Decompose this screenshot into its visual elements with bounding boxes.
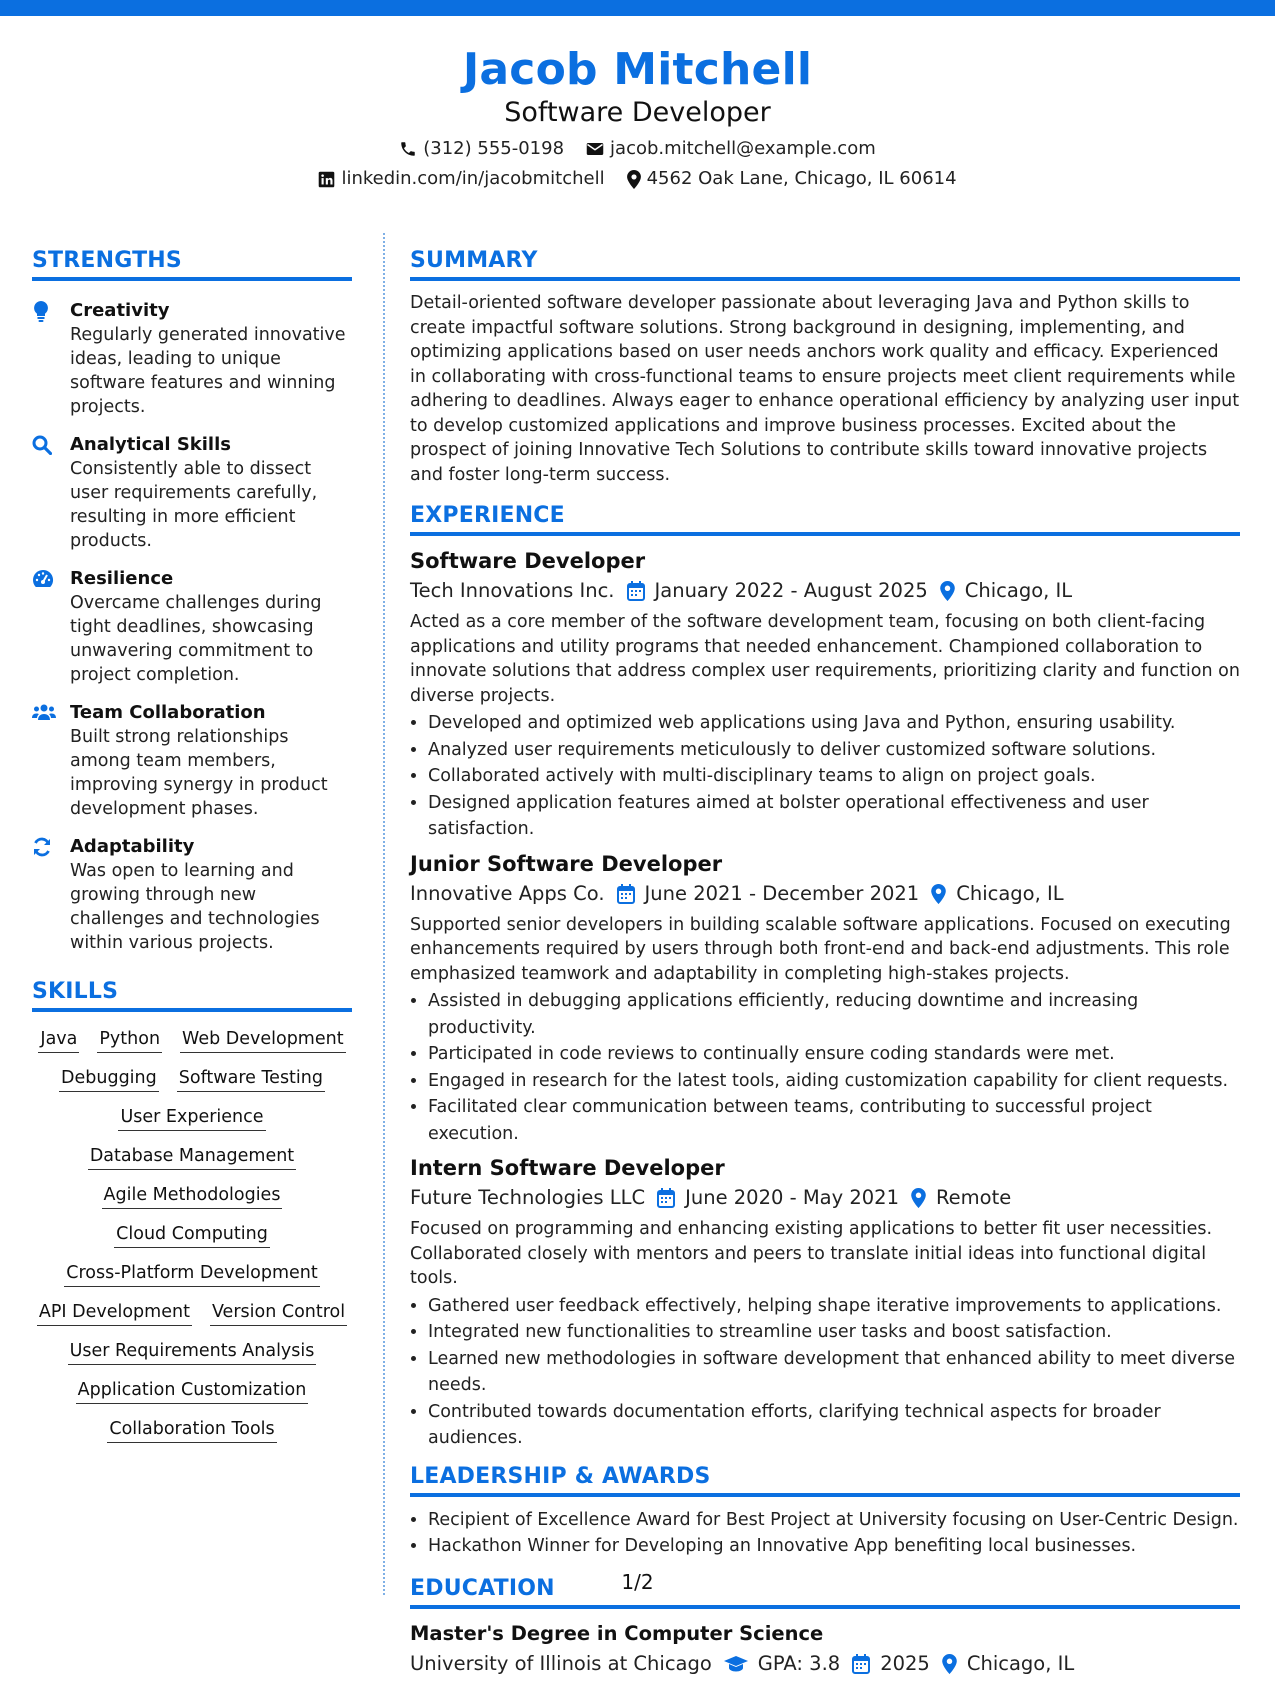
strengths-heading: STRENGTHS — [32, 248, 352, 281]
skill-row — [32, 1143, 352, 1170]
strength-title: Adaptability — [70, 836, 195, 857]
education-heading: EDUCATION — [410, 1576, 1240, 1609]
skill-row — [32, 1338, 352, 1365]
strength-item — [32, 299, 352, 419]
skill-tag: Web Development — [180, 1026, 346, 1053]
job-bullet: • Integrated new functionalities to streamline user tasks and boost satisfaction. — [428, 1319, 1240, 1346]
skill-tag: User Experience — [118, 1104, 265, 1131]
top-accent-bar — [0, 0, 1275, 16]
skill-tag: Cross-Platform Development — [64, 1260, 319, 1287]
phone-text: (312) 555-0198 — [423, 138, 565, 159]
skill-tag: Debugging — [59, 1065, 159, 1092]
strength-item — [32, 567, 352, 687]
map-pin-icon — [940, 581, 955, 601]
skill-row — [32, 1377, 352, 1404]
job-dates: January 2022 - August 2025 — [654, 579, 928, 602]
job-title: Junior Software Developer — [410, 851, 723, 876]
job-bullet: • Facilitated clear communication between teams, contributing to successful project execution. — [428, 1094, 1240, 1147]
skill-tag: Agile Methodologies — [102, 1182, 283, 1209]
skill-tag: Software Testing — [177, 1065, 325, 1092]
education-year: 2025 — [880, 1651, 930, 1675]
job-location: Chicago, IL — [964, 579, 1073, 602]
skill-tag: Version Control — [210, 1299, 347, 1326]
skill-tag: Collaboration Tools — [107, 1416, 276, 1443]
job-bullet: • Collaborated actively with multi-disciplinary teams to align on project goals. — [428, 763, 1240, 790]
strength-title: Analytical Skills — [70, 434, 231, 455]
sync-icon — [32, 837, 52, 857]
strength-desc: Was open to learning and growing through new challenges and technologies within various projects. — [70, 861, 320, 953]
candidate-title: Software Developer — [504, 97, 771, 128]
job-dates: June 2021 - December 2021 — [644, 881, 920, 905]
right-column — [410, 248, 1240, 1683]
job-entry — [410, 849, 1240, 1148]
envelope-icon — [586, 141, 604, 157]
job-meta — [410, 576, 1240, 606]
skill-tag: Cloud Computing — [114, 1221, 270, 1248]
job-bullet: • Contributed towards documentation efforts, clarifying technical aspects for broader audiences. — [428, 1399, 1240, 1452]
job-meta — [410, 1183, 1240, 1213]
skill-row — [32, 1182, 352, 1209]
email-text: jacob.mitchell@example.com — [610, 138, 876, 159]
candidate-name: Jacob Mitchell — [462, 44, 813, 95]
job-bullet: • Assisted in debugging applications efficiently, reducing downtime and increasing productivity. — [428, 988, 1240, 1041]
strength-desc: Regularly generated innovative ideas, leading to unique software features and winning projects. — [70, 325, 346, 417]
strength-title: Resilience — [70, 568, 174, 589]
skill-tag: Java — [38, 1026, 79, 1053]
contact-row-2 — [0, 164, 1275, 194]
job-bullet: • Developed and optimized web applications using Java and Python, ensuring usability. — [428, 710, 1240, 737]
job-location: Chicago, IL — [956, 881, 1064, 905]
job-bullet: • Designed application features aimed at bolster operational effectiveness and user satisfaction. — [428, 790, 1240, 843]
skill-tag: Database Management — [88, 1143, 296, 1170]
linkedin-icon — [318, 171, 335, 188]
linkedin-item[interactable] — [318, 164, 604, 194]
job-entry — [410, 546, 1240, 843]
job-description: Focused on programming and enhancing existing applications to better fit user necessities. Collaborated closely with mentors and peers to translate initial ideas into functional digital tools. — [410, 1219, 1213, 1288]
job-bullets — [410, 1293, 1240, 1452]
skill-row — [32, 1260, 352, 1287]
skill-row — [32, 1026, 352, 1053]
skill-tag: Python — [97, 1026, 162, 1053]
skill-tag: User Requirements Analysis — [68, 1338, 317, 1365]
skills-list — [32, 1022, 352, 1443]
awards-list — [410, 1507, 1240, 1560]
school-name: University of Illinois at Chicago — [410, 1651, 712, 1675]
strength-title: Team Collaboration — [70, 702, 266, 723]
skill-row — [32, 1221, 352, 1248]
email-item[interactable] — [586, 134, 876, 164]
address-item — [627, 164, 957, 194]
address-text: 4562 Oak Lane, Chicago, IL 60614 — [646, 168, 957, 189]
experience-heading: EXPERIENCE — [410, 503, 1240, 536]
skill-tag: API Development — [37, 1299, 192, 1326]
job-meta — [410, 879, 1240, 909]
job-entry — [410, 1153, 1240, 1452]
summary-text: Detail-oriented software developer passionate about leveraging Java and Python skills to create impactful software solutions. Strong background in designing, implementing, and optimizing applications based on user needs anchors work quality and efficacy. Experienced in collaborating with cross-functional teams to ensure projects meet client requirements while adhering to deadlines. Always eager to enhance operational efficiency by analyzing user input to develop customized applications and improve business processes. Excited about the prospect of joining Innovative Tech Solutions to contribute skills toward innovative projects and foster long-term success. — [410, 293, 1240, 485]
resume-header — [0, 44, 1275, 194]
calendar-icon — [657, 1188, 675, 1208]
users-icon — [32, 703, 56, 721]
strength-item — [32, 701, 352, 821]
job-dates: June 2020 - May 2021 — [685, 1186, 899, 1209]
job-bullet: • Learned new methodologies in software development that enhanced ability to meet diverse needs. — [428, 1346, 1240, 1399]
strength-item — [32, 433, 352, 553]
company-name: Tech Innovations Inc. — [410, 579, 615, 602]
strength-desc: Consistently able to dissect user requirements carefully, resulting in more efficient products. — [70, 459, 318, 551]
left-column — [32, 248, 352, 1455]
calendar-icon — [617, 884, 635, 904]
job-bullet: • Gathered user feedback effectively, helping shape iterative improvements to applications. — [428, 1293, 1240, 1320]
skill-tag: Application Customization — [76, 1377, 309, 1404]
column-divider — [383, 233, 385, 1595]
education-meta — [410, 1649, 1240, 1679]
search-icon — [32, 435, 52, 455]
strength-item — [32, 835, 352, 955]
job-title: Software Developer — [410, 549, 646, 573]
skill-row — [32, 1299, 352, 1326]
strength-title: Creativity — [70, 300, 170, 321]
page-number: 1/2 — [621, 1570, 654, 1594]
job-bullets — [410, 710, 1240, 843]
skill-row — [32, 1416, 352, 1443]
map-pin-icon — [931, 884, 946, 904]
map-pin-icon — [627, 170, 641, 189]
awards-heading: LEADERSHIP & AWARDS — [410, 1464, 1240, 1497]
skills-heading: SKILLS — [32, 979, 352, 1012]
phone-icon — [399, 140, 417, 158]
phone-item[interactable] — [399, 134, 564, 164]
award-item: • Recipient of Excellence Award for Best Project at University focusing on User-Centric Design. — [428, 1507, 1240, 1534]
skill-row — [32, 1065, 352, 1092]
award-item: • Hackathon Winner for Developing an Innovative App benefiting local businesses. — [428, 1533, 1240, 1560]
job-description: Acted as a core member of the software development team, focusing on both client-facing applications and utility programs that needed enhancement. Championed collaboration to innovate solutions that address complex user requirements, prioritizing clarity and function on diverse projects. — [410, 612, 1240, 706]
degree-title: Master's Degree in Computer Science — [410, 1621, 824, 1645]
company-name: Innovative Apps Co. — [410, 881, 605, 905]
graduation-cap-icon — [724, 1655, 748, 1673]
job-bullet: • Engaged in research for the latest tools, aiding customization capability for client requests. — [428, 1068, 1240, 1095]
gauge-icon — [32, 569, 54, 589]
job-bullet: • Participated in code reviews to continually ensure coding standards were met. — [428, 1041, 1240, 1068]
job-description: Supported senior developers in building scalable software applications. Focused on executing enhancements required by users through both front-end and back-end adjustments. This role emphasized teamwork and adaptability in completing high-stakes projects. — [410, 914, 1231, 984]
contact-row-1 — [0, 134, 1275, 164]
map-pin-icon — [911, 1188, 926, 1208]
strength-desc: Overcame challenges during tight deadlines, showcasing unwavering commitment to project completion. — [70, 593, 322, 685]
calendar-icon — [627, 581, 645, 601]
linkedin-text: linkedin.com/in/jacobmitchell — [341, 168, 605, 189]
summary-heading: SUMMARY — [410, 248, 1240, 281]
strength-desc: Built strong relationships among team members, improving synergy in product development phases. — [70, 727, 328, 819]
calendar-icon — [852, 1654, 870, 1674]
map-pin-icon — [942, 1654, 957, 1674]
company-name: Future Technologies LLC — [410, 1186, 646, 1209]
skill-row — [32, 1104, 352, 1131]
job-title: Intern Software Developer — [410, 1156, 725, 1180]
gpa-text: GPA: 3.8 — [757, 1651, 841, 1675]
job-bullet: • Analyzed user requirements meticulously to deliver customized software solutions. — [428, 737, 1240, 764]
job-location: Remote — [935, 1186, 1012, 1209]
job-bullets — [410, 988, 1240, 1147]
education-location: Chicago, IL — [966, 1651, 1075, 1675]
experience-list — [410, 546, 1240, 1452]
lightbulb-icon — [32, 301, 50, 323]
